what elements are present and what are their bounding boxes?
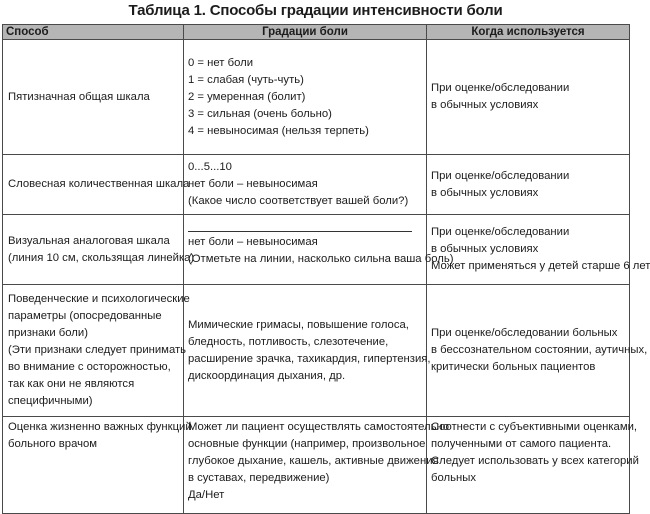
method-cell: [3, 40, 184, 155]
cell-text: 2 = умеренная (болит): [188, 90, 306, 103]
usage-cell: [427, 417, 639, 514]
cell-text: Может ли пациент осуществлять самостоятельно: [188, 421, 450, 433]
cell-text: (линия 10 см, скользящая линейка): [8, 251, 195, 264]
cell-text: больных: [431, 472, 476, 484]
cell-text: При оценке/обследовании: [431, 82, 570, 94]
grades-cell: [184, 417, 450, 514]
cell-text: При оценке/обследовании: [431, 169, 570, 182]
cell-text: в обычных условиях: [431, 186, 539, 199]
visual-analog-line: [188, 231, 412, 232]
table-title: Таблица 1. Способы градации интенсивности боли: [128, 2, 503, 19]
cell-text: Да/Нет: [188, 489, 225, 501]
header-grades: Градации боли: [184, 25, 427, 40]
table-row: [3, 417, 630, 514]
table-row: [3, 215, 630, 285]
usage-cell: [427, 215, 650, 285]
method-cell: [3, 215, 195, 285]
cell-text: 0 = нет боли: [188, 56, 254, 69]
cell-text: признаки боли): [8, 327, 88, 339]
method-cell: [3, 155, 190, 215]
cell-text: основные функции (например, произвольное: [188, 438, 426, 450]
table-row: [3, 155, 630, 215]
cell-text: 1 = слабая (чуть-чуть): [188, 73, 304, 86]
cell-text: в обычных условиях: [431, 99, 539, 111]
usage-cell: [427, 40, 630, 155]
cell-text: (Какое число соответствует вашей боли?): [188, 195, 409, 207]
cell-text: параметры (опосредованные: [8, 310, 162, 322]
method-cell: [3, 417, 192, 514]
grades-cell: [184, 285, 431, 417]
cell-text: (Отметьте на линии, насколько сильна ваша боль): [188, 253, 454, 265]
cell-text: нет боли – невыносимая: [188, 236, 318, 248]
table-header-row: [3, 25, 630, 40]
cell-text: так как они не являются: [8, 378, 135, 390]
usage-cell: [427, 285, 648, 417]
grades-cell: [184, 155, 427, 215]
cell-text: в обычных условиях: [431, 243, 539, 255]
cell-text: Следует использовать у всех категорий: [431, 455, 639, 467]
cell-text: 4 = невыносимая (нельзя терпеть): [188, 124, 369, 137]
cell-text: 0...5...10: [188, 161, 232, 173]
cell-text: полученными от самого пациента.: [431, 438, 612, 450]
cell-text: глубокое дыхание, кашель, активные движения: [188, 455, 439, 467]
cell-text: Мимические гримасы, повышение голоса,: [188, 318, 409, 331]
cell-text: нет боли – невыносимая: [188, 178, 318, 190]
cell-text: Пятизначная общая шкала: [8, 90, 150, 103]
pain-scale-table: [2, 24, 650, 514]
table-row: [3, 285, 630, 417]
cell-text: 3 = сильная (очень больно): [188, 107, 332, 120]
cell-text: Может применяться у детей старше 6 лет: [431, 260, 650, 272]
cell-text: Оценка жизненно важных функций: [8, 421, 192, 433]
header-usage: Когда используется: [427, 25, 630, 40]
cell-text: При оценке/обследовании больных: [431, 327, 618, 339]
table-row: [3, 40, 630, 155]
cell-text: специфичными): [8, 395, 93, 407]
cell-text: Соотнести с субъективными оценками,: [431, 421, 638, 433]
method-cell: [3, 285, 190, 417]
cell-text: (Эти признаки следует принимать: [8, 344, 187, 356]
grades-cell: [184, 215, 454, 285]
cell-text: в суставах, передвижение): [188, 472, 330, 484]
cell-text: критически больных пациентов: [431, 361, 596, 373]
cell-text: больного врачом: [8, 438, 98, 450]
cell-text: во внимание с осторожностью,: [8, 361, 171, 373]
usage-cell: [427, 155, 630, 215]
cell-text: Поведенческие и психологические: [8, 293, 190, 305]
cell-text: Словесная количественная шкала: [8, 178, 190, 190]
cell-text: бледность, потливость, слезотечение,: [188, 335, 389, 348]
header-method: Способ: [3, 25, 184, 40]
cell-text: При оценке/обследовании: [431, 226, 570, 238]
cell-text: Визуальная аналоговая шкала: [8, 234, 170, 247]
cell-text: расширение зрачка, тахикардия, гипертензия,: [188, 352, 431, 365]
grades-cell: [184, 40, 427, 155]
cell-text: в бессознательном состоянии, аутичных,: [431, 344, 648, 356]
cell-text: дискоординация дыхания, др.: [188, 369, 346, 382]
